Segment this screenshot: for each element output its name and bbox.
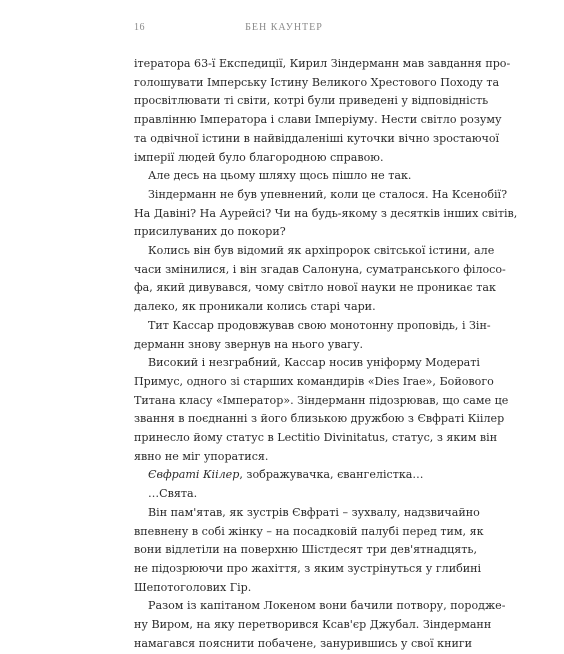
- text-line: просвітлювати ті світи, котрі були приведені у відповідність: [134, 94, 489, 108]
- text-line: не підозрюючи про жахіття, з яким зустрінуться у глибині: [134, 561, 482, 575]
- text-line: Разом із капітаном Локеном вони бачили потвору, породже-: [148, 599, 506, 613]
- text-line: На Давіні? На Аурейсі? Чи на будь-якому з десятків інших світів,: [134, 206, 518, 220]
- text-line: присилуваних до покори?: [134, 225, 286, 239]
- text-line: Євфраті Кіілер, зображувачка, євангелістка…: [148, 468, 424, 482]
- text-line: часи змінилися, і він згадав Салонуна, суматранського філосо-: [134, 262, 506, 276]
- text-line: Але десь на цьому шляху щось пішло не так.: [148, 169, 412, 183]
- text-line: ітератора 63-ї Експедиції, Кирил Зіндерманн мав завдання про-: [134, 57, 511, 70]
- text-line: намагався пояснити побачене, занурившись у свої книги: [134, 636, 473, 650]
- text-line: далеко, як проникали колись старі чари.: [134, 300, 376, 314]
- text-line: Тит Кассар продовжував свою монотонну проповідь, і Зін-: [148, 318, 491, 332]
- text-line: звання в поєднанні з його близькою дружбою з Євфраті Кіілер: [134, 412, 505, 426]
- text-line: вони відлетіли на поверхню Шістдесят три дев'ятнадцять,: [134, 543, 477, 557]
- text-line: правлінню Імператора і слави Імперіуму. Нести світло розуму: [134, 113, 502, 127]
- text-line: ну Виром, на яку перетворився Ксав'єр Джубал. Зіндерманн: [134, 618, 492, 632]
- text-line: Примус, одного зі старших командирів «Dies Irae», Бойового: [134, 374, 494, 388]
- text-line: принесло йому статус в Lectitio Divinitatus, статус, з яким він: [134, 431, 498, 445]
- text-line: впевнену в собі жінку – на посадковій палубі перед тим, як: [134, 524, 484, 538]
- text-line: та одвічної істини в найвіддаленіші куточки вічно зростаючої: [134, 131, 500, 145]
- text-line: імперії людей було благородною справою.: [134, 150, 384, 164]
- text-line: голошувати Імперську Істину Великого Хрестового Походу та: [134, 75, 500, 89]
- text-line: Шепотоголових Гір.: [134, 580, 252, 594]
- page-number: 16: [134, 22, 145, 33]
- text-line: дерманн знову звернув на нього увагу.: [134, 337, 364, 351]
- text-line: явно не міг упоратися.: [134, 449, 269, 463]
- text-line: Титана класу «Імператор». Зіндерманн підозрював, що саме це: [134, 393, 509, 407]
- text-line: фа, який дивувався, чому світло нової науки не проникає так: [134, 281, 496, 295]
- text-line: …Свята.: [148, 487, 198, 501]
- running-title: БЕН КАУНТЕР: [245, 22, 323, 33]
- running-header: [134, 22, 434, 36]
- text-line: Високий і незграбний, Кассар носив уніформу Модераті: [148, 356, 480, 370]
- text-line: Колись він був відомий як архіпророк світської істини, але: [148, 244, 495, 258]
- text-line: Він пам'ятав, як зустрів Євфраті – зухвалу, надзвичайно: [148, 505, 480, 519]
- italic-name: Євфраті Кіілер: [148, 468, 240, 482]
- text-line: Зіндерманн не був упевнений, коли це сталося. На Ксенобії?: [148, 187, 508, 201]
